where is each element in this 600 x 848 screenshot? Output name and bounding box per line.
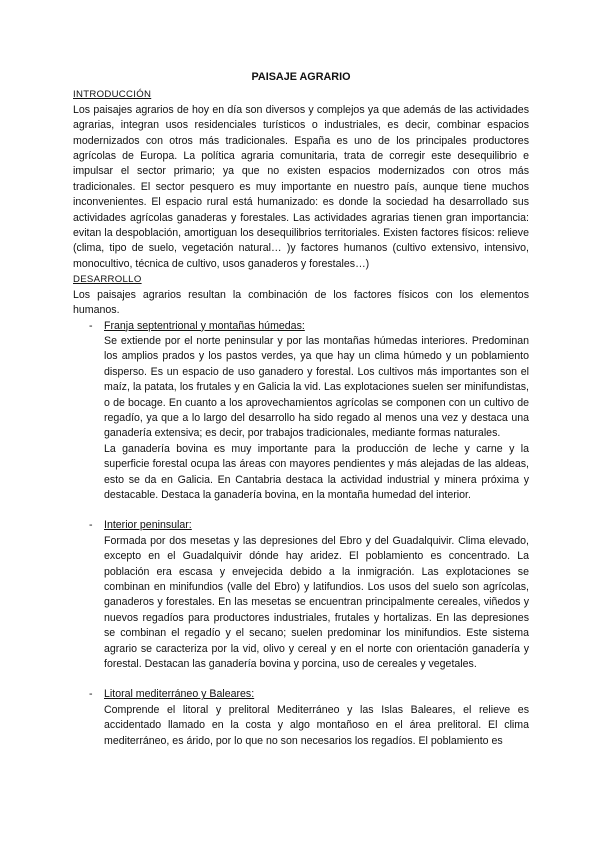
bullet-dash: - [89, 519, 93, 532]
list-item-paragraph: Comprende el litoral y prelitoral Mediterráneo y las Islas Baleares, el relieve es accidentado llamado en la costa y algo montañoso en el área prelitoral. El clima mediterráneo, es árido, por lo que no son necesarios los regadíos. El poblamiento es [104, 703, 529, 747]
bullet-dash: - [89, 688, 93, 701]
development-paragraph: Los paisajes agrarios resultan la combinación de los factores físicos con los elementos humanos. [73, 288, 529, 317]
document-title: PAISAJE AGRARIO [251, 71, 351, 83]
list-item-title: Litoral mediterráneo y Baleares: [104, 688, 255, 701]
list-item-title: Interior peninsular: [104, 519, 192, 532]
list-item-paragraph: Se extiende por el norte peninsular y por las montañas húmedas interiores. Predominan los amplios prados y los pastos verdes, ya que hay un clima húmedo y un poblamiento disperso. Es un espacio de uso ganadero y forestal. Los cultivos más importantes son el maíz, la patata, los frutales y en Galicia la vid. Las explotaciones suelen ser minifundistas, o de bocage. En cuanto a los aprovechamientos agrícolas se componen con un cultivo de regadío, ya que a lo largo del desarrollo ha sido regado al menos una vez y destaca una ganadería extensiva; es decir, por trabajos tradicionales, mediante formas naturales. [104, 334, 529, 440]
list-item-title: Franja septentrional y montañas húmedas: [104, 319, 305, 332]
bullet-dash: - [89, 319, 93, 332]
list-item-paragraph: Formada por dos mesetas y las depresiones del Ebro y del Guadalquivir. Clima elevado, excepto en el Guadalquivir dónde hay aridez. El poblamiento es concentrado. La población era escasa y envejecida debido a la inmigración. Las explotaciones se combinan en minifundios (valle del Ebro) y latifundios. Los usos del suelo son agrícolas, ganaderos y forestales. En las mesetas se encuentran principalmente cereales, viñedos y nuevos regadíos para productores industriales, frutales y hortalizas. En las depresiones se combinan el regadío y el secano; suelen predominar los minifundios. Este sistema agrario se caracteriza por la vid, olivo y cereal y en el norte con orientación ganadería y forestal. Destacan las ganadería bovina y porcina, uso de cereales y vegetales. [104, 534, 529, 671]
list-item-paragraph: La ganadería bovina es muy importante para la producción de leche y carne y la superficie forestal ocupa las áreas con mayores pendientes y más alejadas de las aldeas, esto se da en Galicia. En Cantabria destaca la actividad industrial y minera próxima y destacable. Destaca la ganadería bovina, en la montaña humedad del interior. [104, 442, 529, 501]
list-item-litoral-mediterraneo [73, 687, 529, 749]
list-item-interior-peninsular [73, 518, 529, 672]
intro-heading: INTRODUCCIÓN [73, 89, 152, 101]
list-item-franja-septentrional [73, 319, 529, 504]
development-heading: DESARROLLO [73, 274, 142, 286]
document-body [73, 70, 529, 749]
intro-paragraph: Los paisajes agrarios de hoy en día son diversos y complejos ya que además de las actividades agrarias, integran usos residenciales turísticos o industriales, es decir, combinar espacios modernizados con otros más tradicionales. España es uno de los principales productores agrícolas de Europa. La política agraria comunitaria, trata de corregir este desequilibrio e impulsar el sector primario; ya que no existen espacios modernizados con otros más tradicionales. El sector pesquero es muy importante en nuestro país, aunque tiene muchos inconvenientes. El espacio rural está humanizado: es donde la sociedad ha desarrollado sus actividades agrícolas ganaderas y forestales. Las actividades agrarias tienen gran importancia: evitan la despoblación, amortiguan los desequilibrios territoriales. Existen factores físicos: relieve (clima, tipo de suelo, vegetación natural… )y factores humanos (cultivo extensivo, intensivo, monocultivo, técnica de cultivo, usos ganaderos y forestales…) [73, 103, 529, 270]
